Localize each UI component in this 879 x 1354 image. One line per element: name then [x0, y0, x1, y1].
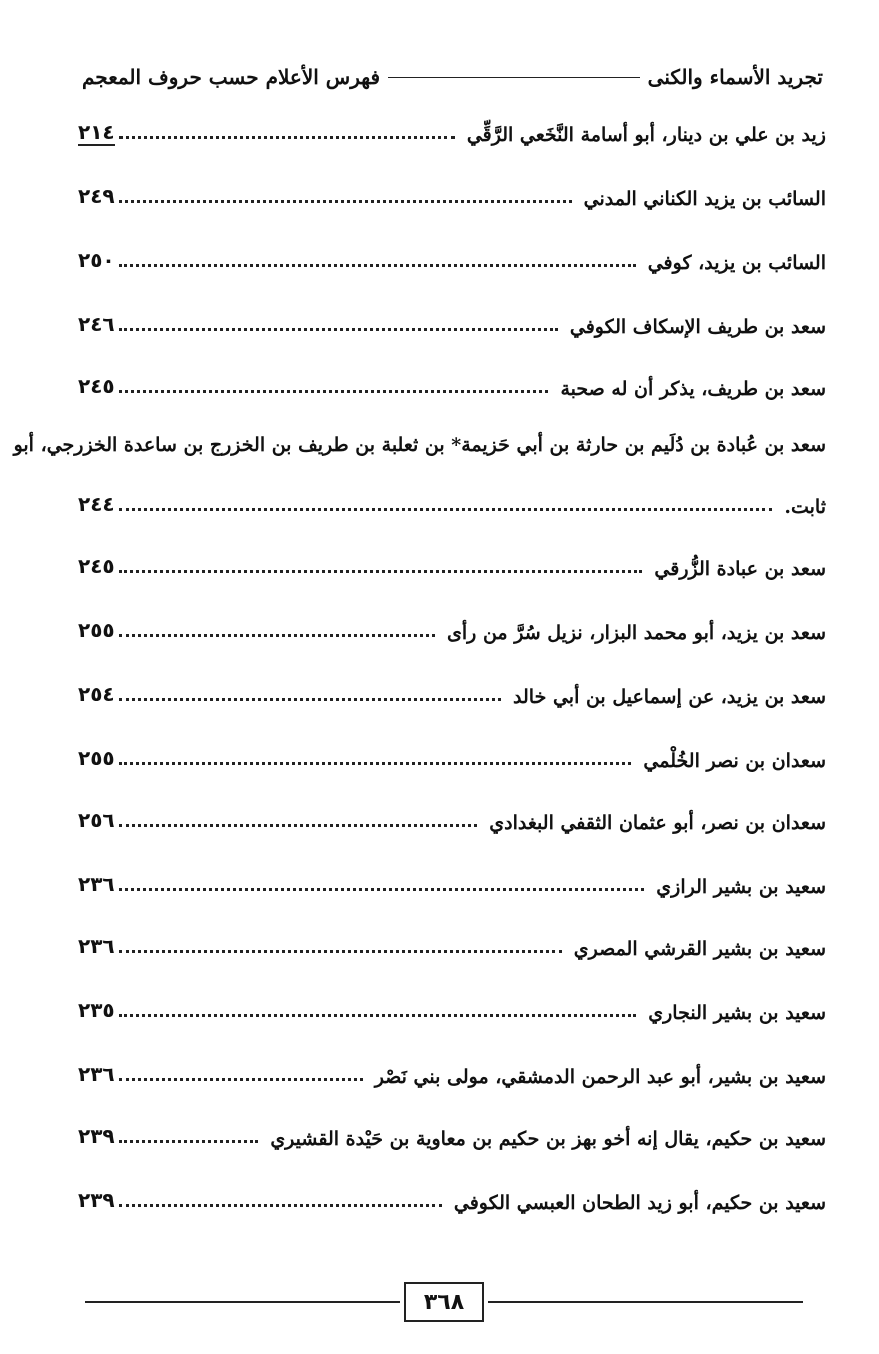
entry-name: سعد بن يزيد، أبو محمد البزار، نزيل سُرَّ من رأى — [447, 622, 826, 644]
entry-name: سعد بن يزيد، عن إسماعيل بن أبي خالد — [513, 686, 826, 708]
entry-page-number: ٢٤٤ — [78, 492, 115, 516]
entry-name: سعدان بن نصر، أبو عثمان الثقفي البغدادي — [489, 812, 826, 834]
index-entry — [78, 738, 826, 772]
entry-page-number: ٢٣٦ — [78, 1062, 115, 1086]
entry-page-number: ٢١٤ — [78, 120, 115, 144]
entry-page-number: ٢٥٦ — [78, 808, 115, 832]
page-footer — [85, 1280, 803, 1324]
entry-page-number: ٢٥٥ — [78, 618, 115, 642]
header-right-title: تجريد الأسماء والكنى — [647, 65, 823, 89]
index-entry — [78, 240, 826, 274]
entry-page-number: ٢٤٩ — [78, 184, 115, 208]
entry-name: سعيد بن حكيم، يقال إنه أخو بهز بن حكيم بن معاوية بن حَيْدة القشيري — [270, 1128, 826, 1150]
entry-name: السائب بن يزيد، كوفي — [647, 252, 826, 274]
index-entry — [78, 304, 826, 338]
footer-rule-right — [488, 1301, 803, 1303]
header-left-title: فهرس الأعلام حسب حروف المعجم — [82, 65, 381, 89]
entry-page-number: ٢٣٦ — [78, 872, 115, 896]
entry-name: ثابت. — [784, 496, 826, 518]
index-entry — [78, 990, 826, 1024]
dot-leader — [119, 762, 632, 765]
dot-leader — [119, 824, 478, 827]
entry-page-number: ٢٥٤ — [78, 682, 115, 706]
running-header — [80, 62, 825, 92]
entry-page-number: ٢٣٩ — [78, 1188, 115, 1212]
dot-leader — [119, 634, 435, 637]
dot-leader — [119, 328, 558, 331]
entry-name: سعدان بن نصر الخُلْمي — [643, 750, 826, 772]
index-entry — [78, 484, 826, 518]
dot-leader — [119, 888, 645, 891]
index-entry — [78, 800, 826, 834]
entry-name: سعيد بن بشير، أبو عبد الرحمن الدمشقي، مولى بني نَصْر — [374, 1066, 826, 1088]
entry-name: السائب بن يزيد الكناني المدني — [583, 188, 826, 210]
dot-leader — [119, 1140, 259, 1143]
page-number-box — [404, 1282, 484, 1322]
entry-name: سعد بن عبادة الزُّرقي — [654, 558, 826, 580]
page-number: ٣٦٨ — [423, 1289, 465, 1315]
entry-name: زيد بن علي بن دينار، أبو أسامة النَّخَعي الرَّقِّي — [466, 124, 826, 146]
entry-page-number: ٢٤٥ — [78, 554, 115, 578]
dot-leader — [119, 1078, 363, 1081]
index-entry — [78, 176, 826, 210]
entry-name: سعيد بن بشير النجاري — [648, 1002, 826, 1024]
entry-name: سعد بن طريف الإسكاف الكوفي — [569, 316, 826, 338]
dot-leader — [119, 698, 501, 701]
entry-page-number: ٢٣٥ — [78, 998, 115, 1022]
index-entry — [78, 864, 826, 898]
dot-leader — [119, 508, 773, 511]
index-entry — [78, 112, 826, 146]
dot-leader — [119, 136, 455, 139]
entry-name: سعيد بن بشير الرازي — [656, 876, 826, 898]
entry-page-number: ٢٣٦ — [78, 934, 115, 958]
entry-name: سعد بن طريف، يذكر أن له صحبة — [560, 378, 826, 400]
header-rule — [388, 77, 640, 78]
entry-page-number: ٢٥٥ — [78, 746, 115, 770]
dot-leader — [119, 390, 549, 393]
index-entry — [78, 610, 826, 644]
dot-leader — [119, 1204, 442, 1207]
dot-leader — [119, 200, 572, 203]
entry-page-number: ٢٤٦ — [78, 312, 115, 336]
entry-page-number: ٢٥٠ — [78, 248, 115, 272]
index-entry — [78, 1116, 826, 1150]
footer-rule-left — [85, 1301, 400, 1303]
index-entry — [78, 674, 826, 708]
index-entry — [78, 1180, 826, 1214]
entry-name: سعيد بن بشير القرشي المصري — [573, 938, 826, 960]
index-entry — [78, 1054, 826, 1088]
dot-leader — [119, 1014, 637, 1017]
dot-leader — [119, 950, 562, 953]
index-entry — [78, 546, 826, 580]
entry-name: سعيد بن حكيم، أبو زيد الطحان العبسي الكوفي — [453, 1192, 826, 1214]
entry-page-number: ٢٣٩ — [78, 1124, 115, 1148]
entry-page-number: ٢٤٥ — [78, 374, 115, 398]
dot-leader — [119, 264, 636, 267]
entry-name-first-line: سعد بن عُبادة بن دُلَيم بن حارثة بن أبي حَزيمة* بن ثعلبة بن طريف بن الخزرج بن ساعدة الخزرجي، أبو — [13, 434, 826, 456]
dot-leader — [119, 570, 643, 573]
index-entry — [78, 366, 826, 400]
index-entry — [78, 926, 826, 960]
